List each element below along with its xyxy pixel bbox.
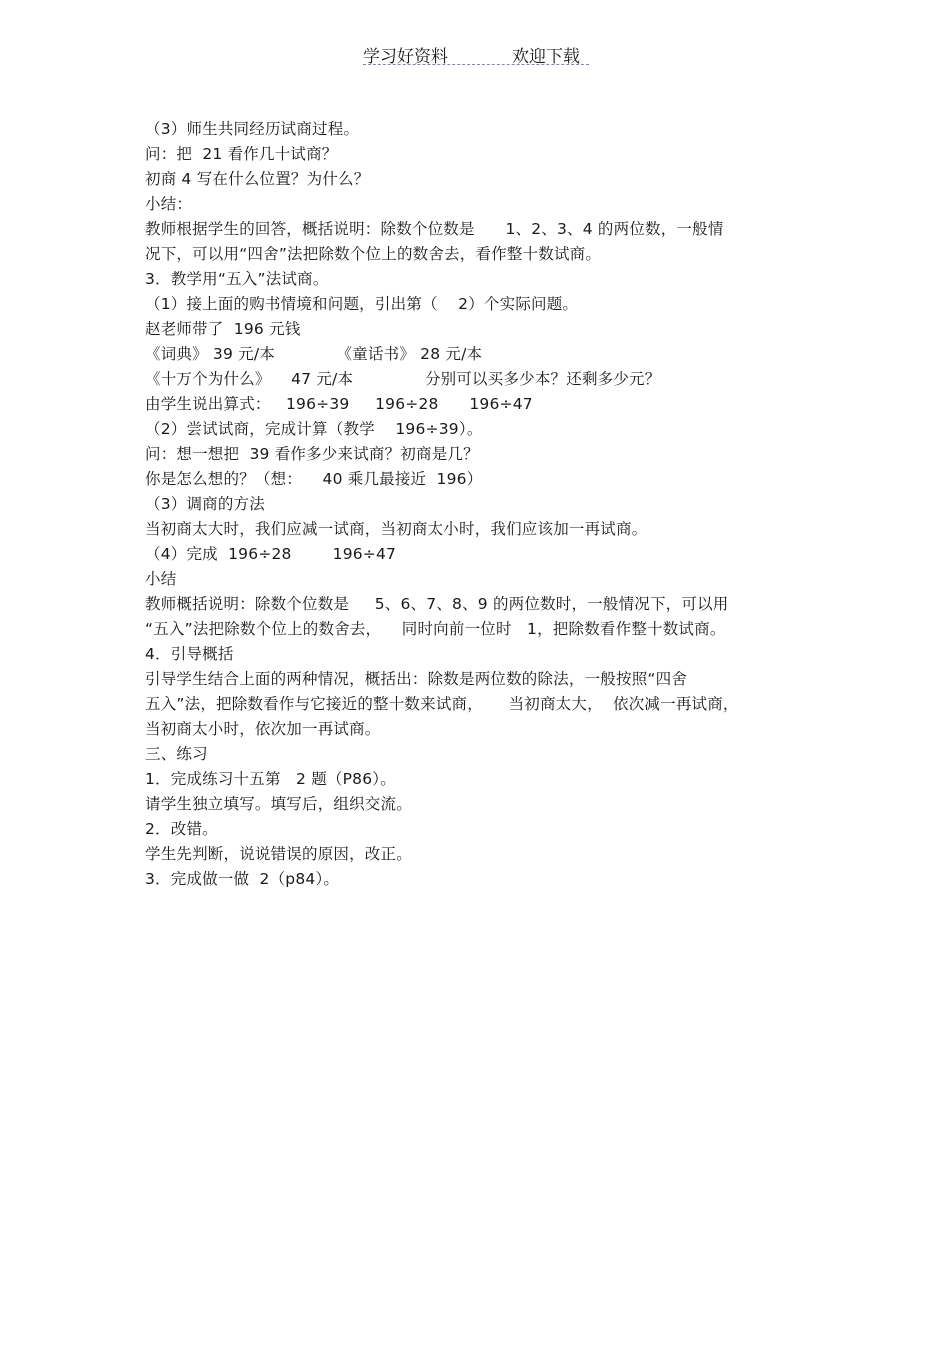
text-line: 引导学生结合上面的两种情况，概括出：除数是两位数的除法，一般按照“四舍 <box>145 670 688 688</box>
text-line: 赵老师带了 196 元钱 <box>145 320 301 338</box>
text-line: 教师概括说明：除数个位数是 5、6、7、8、9 的两位数时，一般情况下，可以用 <box>145 595 729 613</box>
text-line: 问：把 21 看作几十试商？ <box>145 145 338 163</box>
text-line: 4．引导概括 <box>145 645 234 663</box>
text-line: 由学生说出算式： 196÷39 196÷28 196÷47 <box>145 395 533 413</box>
text-line: （2）尝试试商，完成计算（教学 196÷39）。 <box>145 420 483 438</box>
text-line: 况下，可以用“四舍”法把除数个位上的数舍去，看作整十数试商。 <box>145 245 602 263</box>
text-line: “五入”法把除数个位上的数舍去， 同时向前一位时 1，把除数看作整十数试商。 <box>145 620 726 638</box>
document-body <box>145 117 805 892</box>
text-line: （1）接上面的购书情境和问题，引出第（ 2）个实际问题。 <box>145 295 579 313</box>
text-line: 2．改错。 <box>145 820 218 838</box>
text-line: 你是怎么想的？（想： 40 乘几最接近 196） <box>145 470 483 488</box>
text-line: 请学生独立填写。填写后，组织交流。 <box>145 795 412 813</box>
text-line: （3）师生共同经历试商过程。 <box>145 120 360 138</box>
text-line: 教师根据学生的回答，概括说明：除数个位数是 1、2、3、4 的两位数，一般情 <box>145 220 724 238</box>
text-line: 五入”法，把除数看作与它接近的整十数来试商， 当初商太大， 依次减一再试商， <box>145 695 739 713</box>
text-line: （4）完成 196÷28 196÷47 <box>145 545 397 563</box>
text-line: 问：想一想把 39 看作多少来试商？初商是几？ <box>145 445 479 463</box>
header-left-text: 学习好资料 <box>363 47 448 67</box>
text-line: 《十万个为什么》 47 元/本 分别可以买多少本？还剩多少元？ <box>145 370 661 388</box>
text-line: 三、练习 <box>145 745 208 763</box>
text-line: 3．教学用“五入”法试商。 <box>145 270 329 288</box>
text-line: 《词典》 39 元/本 《童话书》 28 元/本 <box>145 345 483 363</box>
page-header <box>0 40 950 68</box>
text-line: 当初商太小时，依次加一再试商。 <box>145 720 381 738</box>
text-line: 1．完成练习十五第 2 题（P86）。 <box>145 770 396 788</box>
text-line: 学生先判断，说说错误的原因，改正。 <box>145 845 412 863</box>
text-line: 当初商太大时，我们应减一试商，当初商太小时，我们应该加一再试商。 <box>145 520 648 538</box>
text-line: 3．完成做一做 2（p84）。 <box>145 870 340 888</box>
text-line: 小结： <box>145 195 193 213</box>
header-right-text: 欢迎下载 <box>512 47 580 67</box>
text-line: 初商 4 写在什么位置？为什么？ <box>145 170 370 188</box>
text-line: （3）调商的方法 <box>145 495 265 513</box>
header-dashed-rule <box>363 64 589 65</box>
text-line: 小结 <box>145 570 177 588</box>
